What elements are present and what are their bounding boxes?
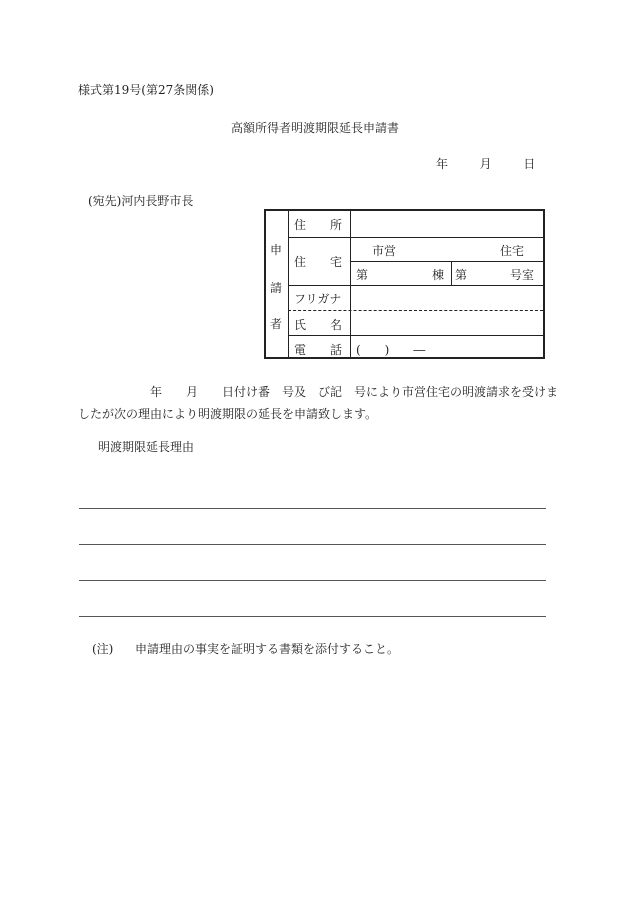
reason-write-line: [79, 580, 546, 581]
reason-heading: 明渡期限延長理由: [98, 440, 195, 454]
reason-write-line: [79, 508, 546, 509]
date-year: 年: [436, 157, 449, 171]
body-line: したが次の理由により明渡期限の延長を申請致します。: [78, 407, 378, 421]
table-divider: [288, 335, 543, 336]
addressee: (宛先)河内長野市長: [88, 194, 194, 208]
phone-label: 電 話: [294, 343, 343, 357]
form-number: 様式第19号(第27条関係): [78, 83, 214, 97]
side-label: 者: [270, 317, 283, 331]
table-divider: [288, 237, 543, 238]
body-text: [78, 381, 558, 425]
date-month: 月: [479, 157, 492, 171]
date-line: [436, 155, 535, 172]
side-label: 請: [270, 281, 283, 295]
furigana-label: フリガナ: [294, 292, 342, 306]
note-text: 申請理由の事実を証明する書類を添付すること。: [135, 642, 400, 656]
reason-write-line: [79, 616, 546, 617]
city-housing-text: 市営: [372, 244, 397, 258]
table-divider: [451, 261, 452, 285]
room-prefix: 第: [455, 268, 468, 282]
note: [92, 640, 399, 657]
room-suffix: 号室: [510, 268, 535, 282]
document-title: 高額所得者明渡期限延長申請書: [230, 121, 399, 135]
address-label: 住 所: [294, 218, 343, 232]
applicant-table: [264, 209, 545, 359]
name-label: 氏 名: [294, 318, 343, 332]
phone-format: ( ) ―: [356, 343, 426, 357]
table-divider: [288, 285, 543, 286]
building-prefix: 第: [356, 268, 369, 282]
residence-label: 住 宅: [294, 255, 343, 269]
date-day: 日: [523, 157, 536, 171]
building-suffix: 棟: [432, 268, 445, 282]
table-divider: [288, 310, 543, 311]
housing-suffix: 住宅: [500, 244, 525, 258]
body-line: 年 月 日付け番 号及 び記 号により市営住宅の明渡請求を受けま: [78, 385, 559, 399]
note-label: (注): [92, 642, 114, 656]
reason-write-line: [79, 544, 546, 545]
table-divider: [350, 261, 543, 262]
side-label: 申: [270, 243, 283, 257]
